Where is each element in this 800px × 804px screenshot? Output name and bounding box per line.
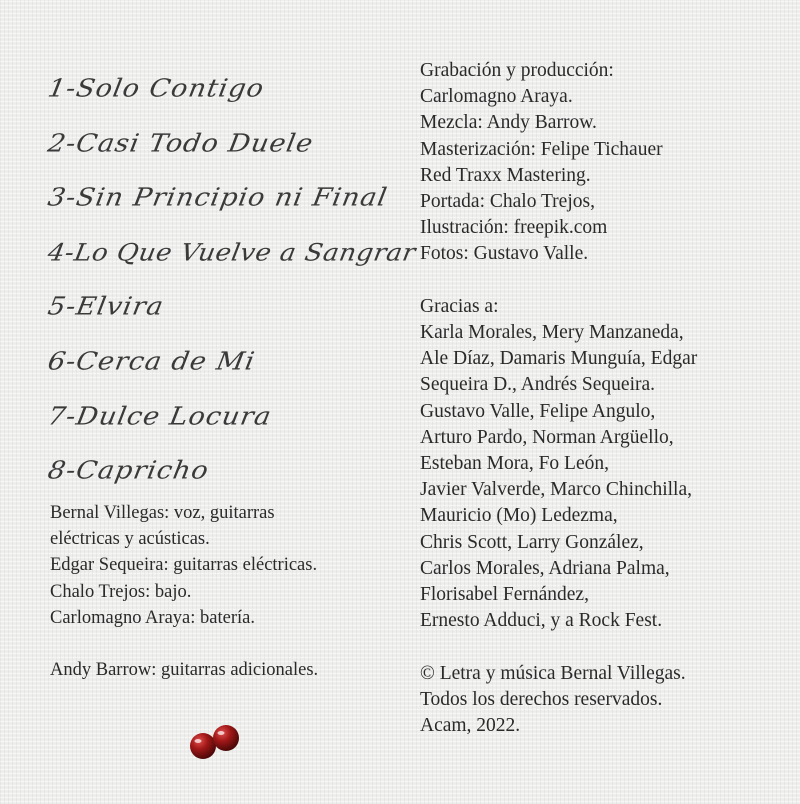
production-line: Masterización: Felipe Tichauer xyxy=(420,138,663,160)
berry xyxy=(213,725,239,751)
production-line: Red Traxx Mastering. xyxy=(420,164,591,186)
track-item: 7-Dulce Locura xyxy=(45,401,275,431)
spacer xyxy=(420,634,795,660)
spacer xyxy=(50,631,400,657)
thanks-line: Gustavo Valle, Felipe Angulo, xyxy=(420,400,656,422)
musician-line: Carlomagno Araya: batería. xyxy=(50,607,255,628)
track-item: 2-Casi Todo Duele xyxy=(45,128,316,158)
copyright-line: Todos los derechos reservados. xyxy=(420,688,663,710)
spacer xyxy=(420,268,795,294)
thanks-line: Esteban Mora, Fo León, xyxy=(420,453,610,475)
berry-highlight xyxy=(218,731,225,735)
production-line: Portada: Chalo Trejos, xyxy=(420,191,595,213)
musician-line: eléctricas y acústicas. xyxy=(50,529,210,550)
track-item: 4-Lo Que Vuelve a Sangrar xyxy=(45,239,418,267)
track-item: 6-Cerca de Mi xyxy=(45,347,258,376)
musician-line: Bernal Villegas: voz, guitarras xyxy=(50,503,275,523)
additional-musician: Andy Barrow: guitarras adicionales. xyxy=(50,660,319,681)
musician-line: Edgar Sequeira: guitarras eléctricas. xyxy=(50,555,318,576)
thanks-line: Javier Valverde, Marco Chinchilla, xyxy=(420,479,693,501)
musician-line: Chalo Trejos: bajo. xyxy=(50,581,192,602)
track-item: 8-Capricho xyxy=(45,456,212,485)
copyright-line: Acam, 2022. xyxy=(420,715,521,737)
thanks-line: Karla Morales, Mery Manzaneda, xyxy=(420,322,684,344)
thanks-line: Florisabel Fernández, xyxy=(420,584,589,606)
berry-highlight xyxy=(195,739,202,743)
production-line: Carlomagno Araya. xyxy=(420,86,573,108)
thanks-line: Mauricio (Mo) Ledezma, xyxy=(420,505,618,527)
thanks-line: Carlos Morales, Adriana Palma, xyxy=(420,557,670,579)
track-item: 5-Elvira xyxy=(45,292,167,322)
thanks-line: Arturo Pardo, Norman Argüello, xyxy=(420,426,674,448)
production-line: Ilustración: freepik.com xyxy=(420,217,608,239)
musician-credits xyxy=(50,500,400,683)
berries-illustration xyxy=(185,718,247,762)
thanks-line: Chris Scott, Larry González, xyxy=(420,531,644,553)
thanks-line: Sequeira D., Andrés Sequeira. xyxy=(420,374,656,396)
production-line: Fotos: Gustavo Valle. xyxy=(420,243,589,265)
thanks-line: Ale Díaz, Damaris Munguía, Edgar xyxy=(420,348,698,370)
berry xyxy=(190,733,216,759)
thanks-line: Ernesto Adduci, y a Rock Fest. xyxy=(420,610,663,632)
thanks-title: Gracias a: xyxy=(420,295,499,317)
track-item: 1-Solo Contigo xyxy=(45,74,267,103)
production-credits xyxy=(420,58,795,739)
production-line: Grabación y producción: xyxy=(420,60,614,81)
track-item: 3-Sin Principio ni Final xyxy=(45,183,390,213)
production-line: Mezcla: Andy Barrow. xyxy=(420,112,597,134)
copyright-line: © Letra y música Bernal Villegas. xyxy=(420,662,686,684)
tracklist xyxy=(45,62,418,499)
